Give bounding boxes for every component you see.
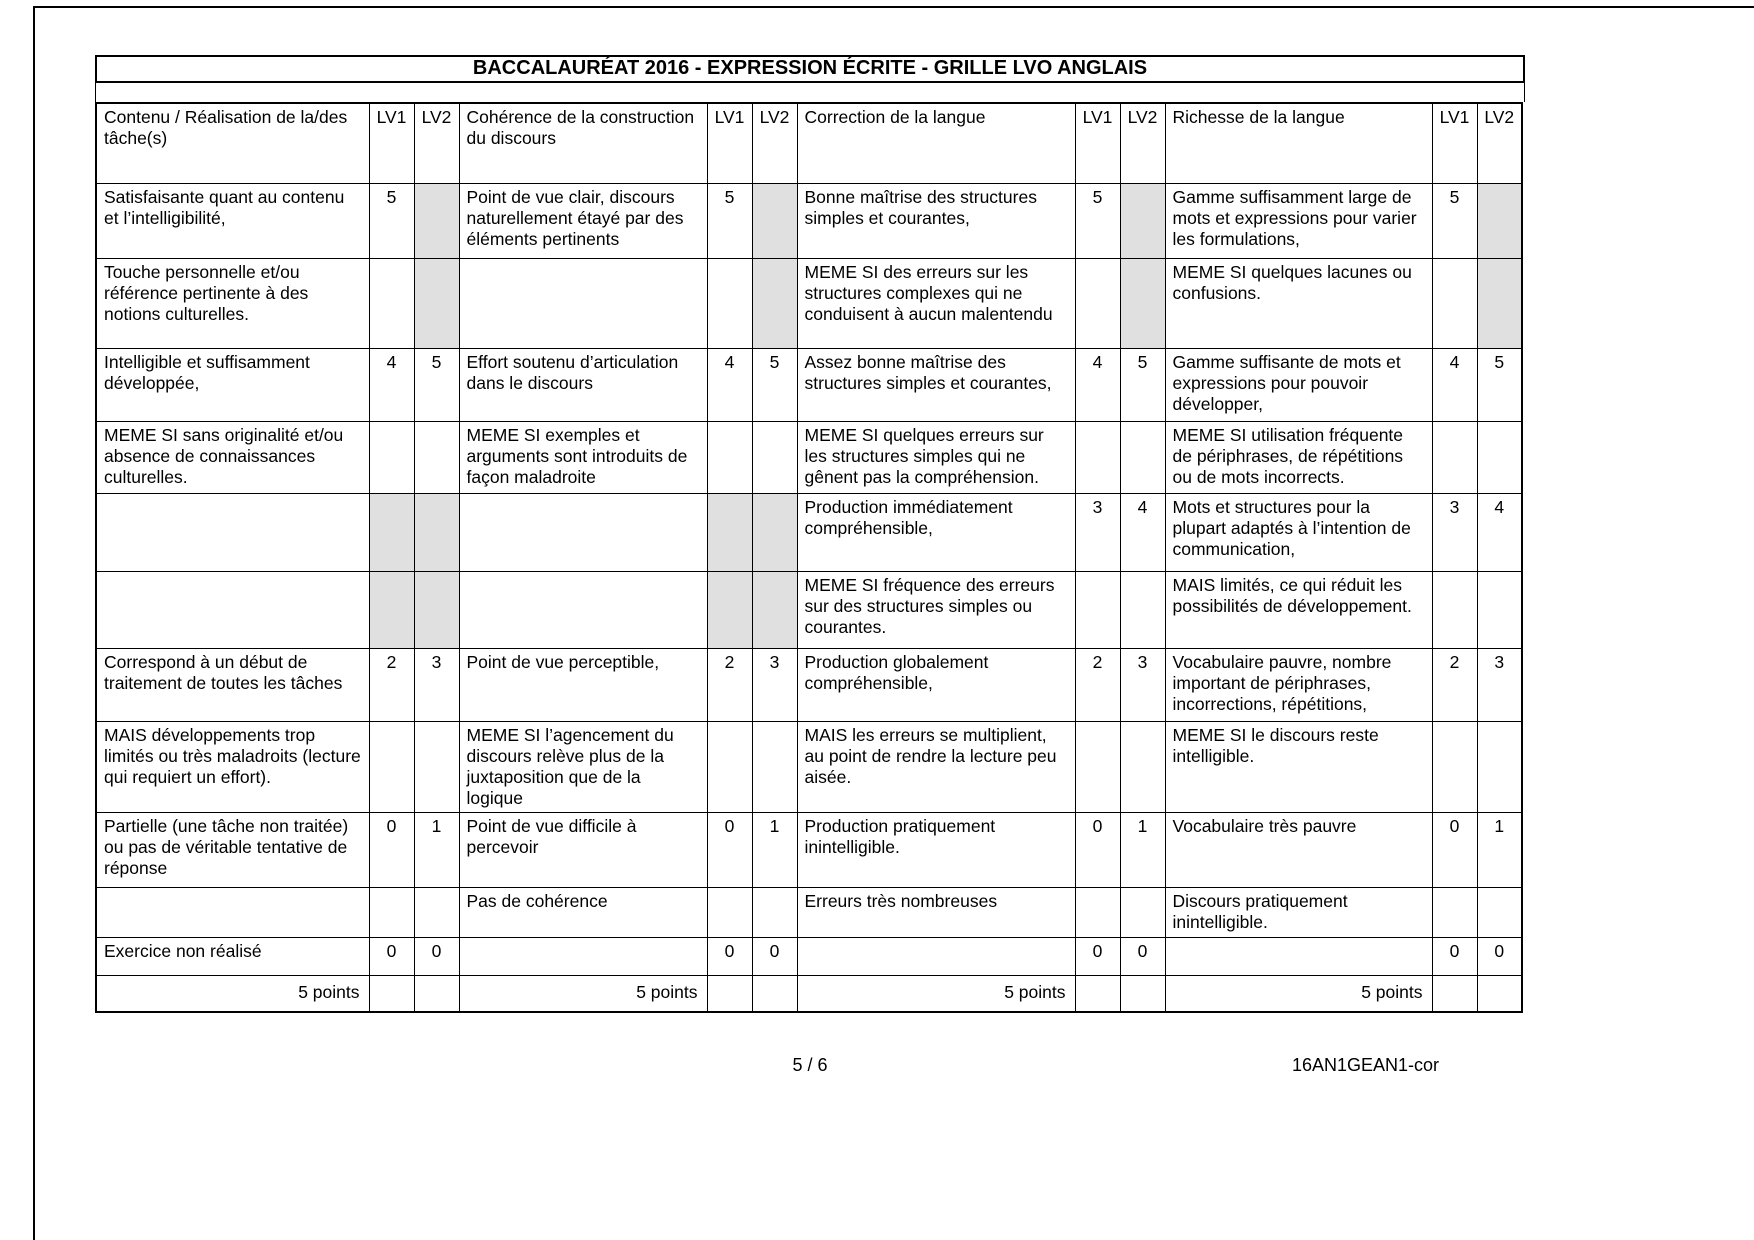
richesse-band-1-lv1-score: 5 [1432, 183, 1477, 258]
contenu-points-label: 5 points [96, 975, 369, 1012]
correction-band-4-lv2-empty [1120, 721, 1165, 812]
correction-band-2-text: Assez bonne maîtrise des structures simples et courantes, [797, 348, 1075, 421]
coherence-band-5-lv2-score: 1 [752, 812, 797, 887]
contenu-band-3-lv2-empty [414, 571, 459, 648]
richesse-band-2-lv2-empty [1477, 421, 1522, 493]
header-richesse: Richesse de la langue [1165, 103, 1432, 183]
correction-points-label: 5 points [797, 975, 1075, 1012]
richesse-band-1-text: Gamme suffisamment large de mots et expressions pour varier les formulations, [1165, 183, 1432, 258]
coherence-points-label: 5 points [459, 975, 707, 1012]
contenu-band-3-lv2-score [414, 493, 459, 571]
coherence-band-3-text-cont [459, 571, 707, 648]
correction-band-4-lv1-score: 2 [1075, 648, 1120, 721]
contenu-band-5-lv2-score: 1 [414, 812, 459, 887]
band-5-row-1 [96, 812, 1522, 887]
band-4-row-2 [96, 721, 1522, 812]
coherence-band-5-text-cont: Pas de cohérence [459, 887, 707, 937]
richesse-band-5-text: Vocabulaire très pauvre [1165, 812, 1432, 887]
contenu-band-1-lv2-score [414, 183, 459, 258]
contenu-band-4-lv1-empty [369, 721, 414, 812]
correction-band-2-text-cont: MEME SI quelques erreurs sur les structures simples qui ne gênent pas la compréhension. [797, 421, 1075, 493]
correction-band-1-lv1-empty [1075, 258, 1120, 348]
band-4-row-1 [96, 648, 1522, 721]
header-contenu-lv2: LV2 [414, 103, 459, 183]
contenu-band-2-lv1-empty [369, 421, 414, 493]
contenu-band-4-text: Correspond à un début de traitement de toutes les tâches [96, 648, 369, 721]
header-correction-lv1: LV1 [1075, 103, 1120, 183]
richesse-points-lv1 [1432, 975, 1477, 1012]
header-coherence-lv1: LV1 [707, 103, 752, 183]
coherence-band-2-text: Effort soutenu d’articulation dans le discours [459, 348, 707, 421]
contenu-band-5-lv2-empty [414, 887, 459, 937]
richesse-band-4-lv2-score: 3 [1477, 648, 1522, 721]
richesse-band-4-lv2-empty [1477, 721, 1522, 812]
document-code: 16AN1GEAN1-cor [1291, 1055, 1439, 1075]
correction-band-2-lv1-empty [1075, 421, 1120, 493]
coherence-band-2-lv1-score: 4 [707, 348, 752, 421]
band-3-row-1 [96, 493, 1522, 571]
coherence-band-4-lv1-empty [707, 721, 752, 812]
correction-band-1-lv2-empty [1120, 258, 1165, 348]
richesse-band-2-text-cont: MEME SI utilisation fréquente de périphrases, de répétitions ou de mots incorrects. [1165, 421, 1432, 493]
coherence-band-3-lv2-score [752, 493, 797, 571]
contenu-band-4-lv2-score: 3 [414, 648, 459, 721]
richesse-band-4-lv1-score: 2 [1432, 648, 1477, 721]
coherence-band-2-lv2-score: 5 [752, 348, 797, 421]
contenu-band-6-text: Exercice non réalisé [96, 937, 369, 975]
coherence-band-5-lv1-empty [707, 887, 752, 937]
contenu-points-lv1 [369, 975, 414, 1012]
contenu-band-5-text: Partielle (une tâche non traitée) ou pas de véritable tentative de réponse [96, 812, 369, 887]
coherence-band-1-lv1-score: 5 [707, 183, 752, 258]
contenu-band-4-text-cont: MAIS développements trop limités ou très maladroits (lecture qui requiert un effort). [96, 721, 369, 812]
correction-band-5-lv1-score: 0 [1075, 812, 1120, 887]
correction-band-5-lv1-empty [1075, 887, 1120, 937]
header-coherence: Cohérence de la construction du discours [459, 103, 707, 183]
richesse-band-2-lv1-empty [1432, 421, 1477, 493]
coherence-band-4-lv2-empty [752, 721, 797, 812]
correction-band-1-text-cont: MEME SI des erreurs sur les structures complexes qui ne conduisent à aucun malentendu [797, 258, 1075, 348]
coherence-band-1-lv2-score [752, 183, 797, 258]
correction-band-4-text-cont: MAIS les erreurs se multiplient, au point de rendre la lecture peu aisée. [797, 721, 1075, 812]
correction-band-1-lv2-score [1120, 183, 1165, 258]
coherence-band-2-text-cont: MEME SI exemples et arguments sont introduits de façon maladroite [459, 421, 707, 493]
coherence-band-4-lv2-score: 3 [752, 648, 797, 721]
header-contenu: Contenu / Réalisation de la/des tâche(s) [96, 103, 369, 183]
contenu-band-5-text-cont [96, 887, 369, 937]
coherence-band-2-lv2-empty [752, 421, 797, 493]
header-richesse-lv1: LV1 [1432, 103, 1477, 183]
grid-header-row [96, 103, 1522, 183]
coherence-band-6-lv2-score: 0 [752, 937, 797, 975]
correction-band-3-lv1-empty [1075, 571, 1120, 648]
correction-band-5-lv2-empty [1120, 887, 1165, 937]
richesse-band-5-lv1-empty [1432, 887, 1477, 937]
coherence-band-6-text [459, 937, 707, 975]
correction-band-6-lv1-score: 0 [1075, 937, 1120, 975]
coherence-band-4-lv1-score: 2 [707, 648, 752, 721]
document-page [95, 55, 1525, 1076]
correction-band-3-lv1-score: 3 [1075, 493, 1120, 571]
points-row [96, 975, 1522, 1012]
band-5-row-2 [96, 887, 1522, 937]
richesse-band-6-lv2-score: 0 [1477, 937, 1522, 975]
coherence-band-5-text: Point de vue difficile à percevoir [459, 812, 707, 887]
correction-band-3-lv2-score: 4 [1120, 493, 1165, 571]
coherence-band-4-text-cont: MEME SI l’agencement du discours relève plus de la juxtaposition que de la logique [459, 721, 707, 812]
coherence-band-5-lv1-score: 0 [707, 812, 752, 887]
richesse-band-4-text-cont: MEME SI le discours reste intelligible. [1165, 721, 1432, 812]
richesse-band-1-lv2-score [1477, 183, 1522, 258]
contenu-band-1-lv1-score: 5 [369, 183, 414, 258]
contenu-band-2-lv1-score: 4 [369, 348, 414, 421]
richesse-band-3-lv2-score: 4 [1477, 493, 1522, 571]
richesse-band-3-lv1-score: 3 [1432, 493, 1477, 571]
richesse-band-3-text-cont: MAIS limités, ce qui réduit les possibilités de développement. [1165, 571, 1432, 648]
correction-points-lv1 [1075, 975, 1120, 1012]
correction-band-1-lv1-score: 5 [1075, 183, 1120, 258]
coherence-band-1-lv2-empty [752, 258, 797, 348]
contenu-band-2-lv2-empty [414, 421, 459, 493]
richesse-band-3-lv1-empty [1432, 571, 1477, 648]
richesse-band-5-lv2-score: 1 [1477, 812, 1522, 887]
richesse-points-lv2 [1477, 975, 1522, 1012]
contenu-band-6-lv2-score: 0 [414, 937, 459, 975]
correction-band-1-text: Bonne maîtrise des structures simples et courantes, [797, 183, 1075, 258]
contenu-band-3-text [96, 493, 369, 571]
correction-band-4-lv1-empty [1075, 721, 1120, 812]
correction-band-2-lv2-score: 5 [1120, 348, 1165, 421]
band-6-row-1 [96, 937, 1522, 975]
richesse-band-3-text: Mots et structures pour la plupart adaptés à l’intention de communication, [1165, 493, 1432, 571]
correction-band-5-text: Production pratiquement inintelligible. [797, 812, 1075, 887]
header-coherence-lv2: LV2 [752, 103, 797, 183]
correction-points-lv2 [1120, 975, 1165, 1012]
contenu-band-2-text: Intelligible et suffisamment développée, [96, 348, 369, 421]
richesse-band-6-lv1-score: 0 [1432, 937, 1477, 975]
correction-band-4-text: Production globalement compréhensible, [797, 648, 1075, 721]
contenu-band-6-lv1-score: 0 [369, 937, 414, 975]
coherence-points-lv2 [752, 975, 797, 1012]
contenu-band-4-lv2-empty [414, 721, 459, 812]
correction-band-5-lv2-score: 1 [1120, 812, 1165, 887]
coherence-band-1-text: Point de vue clair, discours naturellement étayé par des éléments pertinents [459, 183, 707, 258]
coherence-band-6-lv1-score: 0 [707, 937, 752, 975]
richesse-band-5-text-cont: Discours pratiquement inintelligible. [1165, 887, 1432, 937]
contenu-band-3-lv1-empty [369, 571, 414, 648]
correction-band-2-lv2-empty [1120, 421, 1165, 493]
contenu-band-1-lv2-empty [414, 258, 459, 348]
coherence-band-5-lv2-empty [752, 887, 797, 937]
contenu-band-2-lv2-score: 5 [414, 348, 459, 421]
richesse-band-1-lv1-empty [1432, 258, 1477, 348]
contenu-band-5-lv1-empty [369, 887, 414, 937]
coherence-band-2-lv1-empty [707, 421, 752, 493]
contenu-band-1-text: Satisfaisante quant au contenu et l’intelligibilité, [96, 183, 369, 258]
correction-band-6-lv2-score: 0 [1120, 937, 1165, 975]
coherence-band-3-lv2-empty [752, 571, 797, 648]
richesse-band-4-lv1-empty [1432, 721, 1477, 812]
band-2-row-2 [96, 421, 1522, 493]
richesse-band-5-lv2-empty [1477, 887, 1522, 937]
richesse-band-6-text [1165, 937, 1432, 975]
band-3-row-2 [96, 571, 1522, 648]
richesse-band-3-lv2-empty [1477, 571, 1522, 648]
contenu-band-2-text-cont: MEME SI sans originalité et/ou absence de connaissances culturelles. [96, 421, 369, 493]
band-2-row-1 [96, 348, 1522, 421]
correction-band-2-lv1-score: 4 [1075, 348, 1120, 421]
contenu-band-3-lv1-score [369, 493, 414, 571]
correction-band-3-text-cont: MEME SI fréquence des erreurs sur des structures simples ou courantes. [797, 571, 1075, 648]
contenu-band-1-text-cont: Touche personnelle et/ou référence pertinente à des notions culturelles. [96, 258, 369, 348]
richesse-points-label: 5 points [1165, 975, 1432, 1012]
header-contenu-lv1: LV1 [369, 103, 414, 183]
coherence-band-1-text-cont [459, 258, 707, 348]
spacer-row [95, 83, 1525, 102]
band-1-row-1 [96, 183, 1522, 258]
coherence-band-3-lv1-empty [707, 571, 752, 648]
contenu-band-1-lv1-empty [369, 258, 414, 348]
richesse-band-1-text-cont: MEME SI quelques lacunes ou confusions. [1165, 258, 1432, 348]
richesse-band-2-text: Gamme suffisante de mots et expressions pour pouvoir développer, [1165, 348, 1432, 421]
contenu-band-5-lv1-score: 0 [369, 812, 414, 887]
contenu-band-4-lv1-score: 2 [369, 648, 414, 721]
richesse-band-4-text: Vocabulaire pauvre, nombre important de périphrases, incorrections, répétitions, [1165, 648, 1432, 721]
page-number: 5 / 6 [792, 1055, 828, 1075]
richesse-band-5-lv1-score: 0 [1432, 812, 1477, 887]
contenu-points-lv2 [414, 975, 459, 1012]
coherence-points-lv1 [707, 975, 752, 1012]
grid-body [96, 183, 1522, 1012]
richesse-band-2-lv2-score: 5 [1477, 348, 1522, 421]
coherence-band-1-lv1-empty [707, 258, 752, 348]
coherence-band-3-text [459, 493, 707, 571]
header-correction: Correction de la langue [797, 103, 1075, 183]
correction-band-3-text: Production immédiatement compréhensible, [797, 493, 1075, 571]
header-richesse-lv2: LV2 [1477, 103, 1522, 183]
richesse-band-1-lv2-empty [1477, 258, 1522, 348]
coherence-band-4-text: Point de vue perceptible, [459, 648, 707, 721]
header-correction-lv2: LV2 [1120, 103, 1165, 183]
grading-grid [95, 102, 1523, 1013]
document-title-bar [95, 55, 1525, 83]
correction-band-5-text-cont: Erreurs très nombreuses [797, 887, 1075, 937]
correction-band-3-lv2-empty [1120, 571, 1165, 648]
document-title: BACCALAURÉAT 2016 - EXPRESSION ÉCRITE - GRILLE LVO ANGLAIS [472, 57, 1148, 79]
richesse-band-2-lv1-score: 4 [1432, 348, 1477, 421]
contenu-band-3-text-cont [96, 571, 369, 648]
coherence-band-3-lv1-score [707, 493, 752, 571]
correction-band-4-lv2-score: 3 [1120, 648, 1165, 721]
band-1-row-2 [96, 258, 1522, 348]
correction-band-6-text [797, 937, 1075, 975]
page-footer [95, 1055, 1525, 1076]
